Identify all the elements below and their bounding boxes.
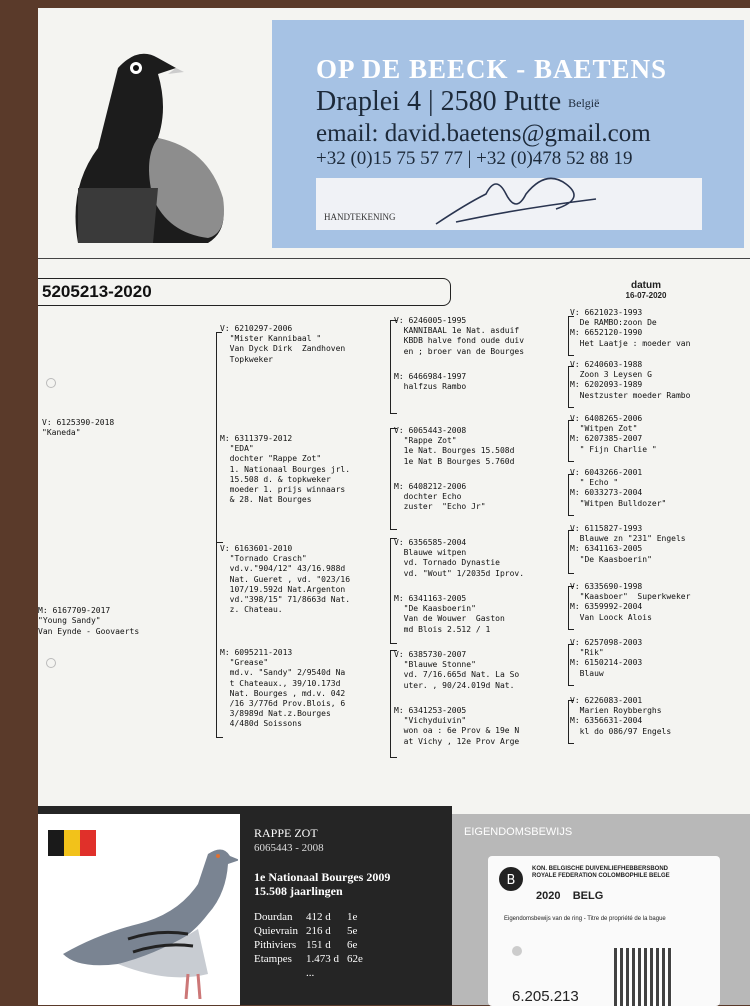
eigendomsbewijs-panel [452, 814, 750, 1005]
card-hole [512, 946, 522, 956]
svg-text:B: B [506, 873, 516, 888]
table-row: ... [305, 967, 315, 979]
g4-entry: V: 6408265-2006 "Witpen Zot" M: 6207385-2007 " Fijn Charlie " [570, 414, 657, 454]
rz-name: RAPPE ZOT [254, 826, 318, 840]
g2-entry: V: 6210297-2006 "Mister Kannibaal " Van Dyck Dirk Zandhoven Topkweker [220, 324, 346, 364]
g3-entry: M: 6408212-2006 dochter Echo zuster "Echo Jr" [394, 482, 486, 512]
table-row: Dourdan 412 d 1e [254, 911, 358, 923]
g4-entry: V: 6240603-1988 Zoon 3 Leysen G M: 6202093-1989 Nestzuster moeder Rambo [570, 360, 691, 400]
g3-entry: M: 6341163-2005 "De Kaasboerin" Van de Wouwer Gaston md Blois 2.512 / 1 [394, 594, 505, 634]
g3-entry: M: 6466984-1997 halfzus Rambo [394, 372, 467, 392]
punch-hole [46, 658, 56, 668]
card-year-country: 2020 BELG [536, 890, 604, 902]
signature-label: HANDTEKENING [324, 212, 396, 222]
subject-mother: M: 6167709-2017 "Young Sandy" Van Eynde - Goovaerts [38, 606, 140, 636]
pigeon-logo-icon [58, 38, 258, 248]
subject-father: V: 6125390-2018 "Kaneda" [42, 418, 115, 438]
g4-entry: V: 6621023-1993 De RAMBO:zoon De M: 6652120-1990 Het Laatje : moeder van [570, 308, 691, 348]
pigeon-photo-icon [58, 834, 238, 999]
g4-entry: V: 6043266-2001 " Echo " M: 6033273-2004 "Witpen Bulldozer" [570, 468, 667, 508]
rz-results-table [254, 910, 371, 980]
kbdb-logo-icon [498, 866, 524, 892]
rz-ring: 6065443 - 2008 [254, 842, 324, 854]
breeder-phone: +32 (0)15 75 57 77 | +32 (0)478 52 88 19 [316, 148, 633, 169]
rappe-zot-panel [240, 814, 452, 1005]
breeder-country: België [568, 96, 600, 111]
g3-entry: V: 6356585-2004 Blauwe witpen vd. Tornado Dynastie vd. "Wout" 1/2035d Iprov. [394, 538, 525, 578]
g3-entry: V: 6246005-1995 KANNIBAAL 1e Nat. asduif KBDB halve fond oude duiv en ; broer van de Bourges [394, 316, 525, 356]
g2-entry: V: 6163601-2010 "Tornado Crasch" vd.v."904/12" 43/16.988d Nat. Gueret , vd. "023/16 107/19.592d Nat.Argenton vd."398/15" 71/8663d Nat. z. Chateau. [220, 544, 351, 615]
breeder-address: Draplei 4 | 2580 Putte België [316, 86, 600, 117]
g4-entry: V: 6226083-2001 Marien Roybberghs M: 6356631-2004 kl do 086/97 Engels [570, 696, 672, 736]
g3-entry: V: 6065443-2008 "Rappe Zot" 1e Nat. Bourges 15.508d 1e Nat B Bourges 5.760d [394, 426, 515, 466]
table-row: Etampes 1.473 d 62e [254, 953, 363, 965]
g4-entry: V: 6115827-1993 Blauwe zn "231" Engels M: 6341163-2005 "De Kaasboerin" [570, 524, 686, 564]
punch-hole [46, 378, 56, 388]
signature-box [316, 178, 702, 230]
date-value: 16-07-2020 [625, 291, 667, 300]
ring-number-bar [38, 278, 451, 306]
breeder-name: OP DE BEECK - BAETENS [316, 54, 668, 84]
qr-code-icon [614, 948, 672, 1006]
pedigree-sheet [38, 8, 750, 1005]
g4-entry: V: 6257098-2003 "Rik" M: 6150214-2003 Blauw [570, 638, 643, 678]
ring-number: 5205213-2020 [42, 282, 152, 301]
divider [38, 258, 750, 259]
table-row: Quievrain 216 d 5e [254, 925, 358, 937]
table-row: Pithiviers 151 d 6e [254, 939, 358, 951]
card-number: 6.205.213 [512, 988, 579, 1005]
g3-entry: V: 6385730-2007 "Blauwe Stonne" vd. 7/16.665d Nat. La So uter. , 90/24.019d Nat. [394, 650, 520, 690]
breeder-email: email: david.baetens@gmail.com [316, 120, 651, 147]
rz-achievement: 1e Nationaal Bourges 2009 15.508 jaarlingen [254, 870, 391, 898]
card-org: KON. BELGISCHE DUIVENLIEFHEBBERSBOND ROYALE FEDERATION COLOMBOPHILE BELGE [532, 866, 670, 879]
g4-entry: V: 6335690-1998 "Kaasboer" Superkweker M: 6359992-2004 Van Loock Alois [570, 582, 691, 622]
ownership-card [488, 856, 720, 1006]
date-block [606, 280, 686, 300]
signature-icon [426, 164, 606, 234]
card-subtitle: Eigendomsbewijs van de ring - Titre de propriété de la bague [504, 916, 666, 922]
date-label: datum [631, 280, 661, 291]
g3-entry: M: 6341253-2005 "Vichyduivin" won oa : 6e Prov & 19e N at Vichy , 12e Prov Arge [394, 706, 520, 746]
g2-entry: M: 6311379-2012 "EDA" dochter "Rappe Zot" 1. Nationaal Bourges jrl. 15.508 d. & topkweker moeder 1. prijs winnaars & 28. Nat Bourges [220, 434, 351, 505]
breeder-header [272, 20, 744, 248]
g2-entry: M: 6095211-2013 "Grease" md.v. "Sandy" 2/9540d Na t Chateaux., 39/10.173d Nat. Bourges , md.v. 042 /16 3/776d Prov.Blois, 6 3/8989d Nat.z.Bourges 4/480d Soissons [220, 648, 346, 729]
eigendomsbewijs-title: EIGENDOMSBEWIJS [464, 826, 573, 838]
